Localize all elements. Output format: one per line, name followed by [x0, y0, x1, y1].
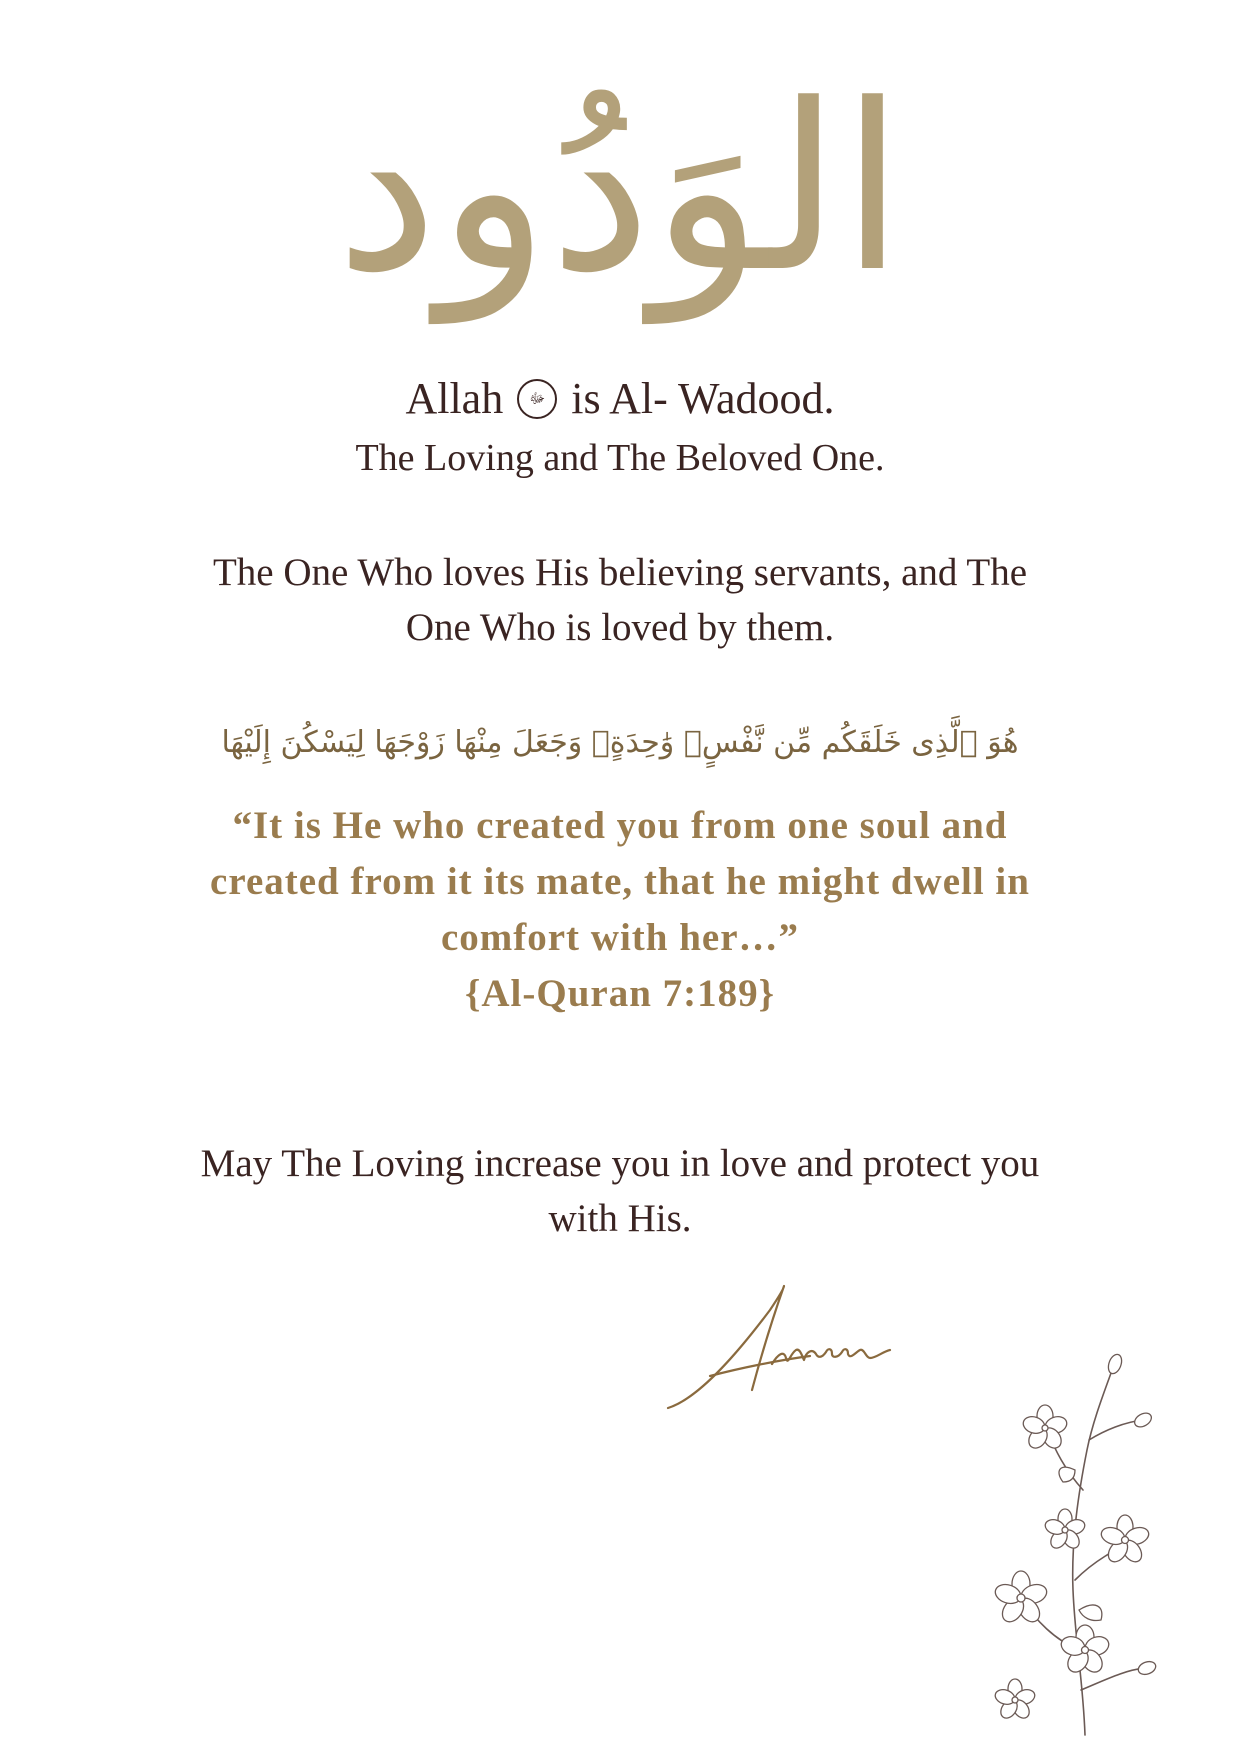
verse-block	[170, 798, 1070, 1022]
honorific-glyph: ﷻ	[517, 379, 557, 419]
verse-translation: “It is He who created you from one soul and created from it its mate, that he might dwell in comfort with her…”	[210, 804, 1030, 959]
signature-ameen	[660, 1280, 920, 1420]
arabic-name-title: الوَدُود	[335, 56, 905, 323]
floral-branch-illustration	[975, 1350, 1175, 1740]
intro-line-1	[0, 372, 1240, 426]
closing-dua: May The Loving increase you in love and protect you with His.	[200, 1142, 1040, 1240]
description-text: The One Who loves His believing servants, and The One Who is loved by them.	[212, 551, 1028, 649]
intro-name: is Al- Wadood.	[571, 374, 835, 423]
intro-block	[0, 372, 1240, 488]
verse-reference: {Al-Quran 7:189}	[465, 972, 775, 1015]
intro-allah: Allah	[405, 374, 504, 423]
intro-line-2: The Loving and The Beloved One.	[355, 437, 885, 479]
verse-arabic: هُوَ ٱلَّذِى خَلَقَكُم مِّن نَّفْسٍۢ وَٰحِدَةٍۢ وَجَعَلَ مِنْهَا زَوْجَهَا لِيَسْكُنَ إِلَيْهَا	[221, 725, 1019, 760]
